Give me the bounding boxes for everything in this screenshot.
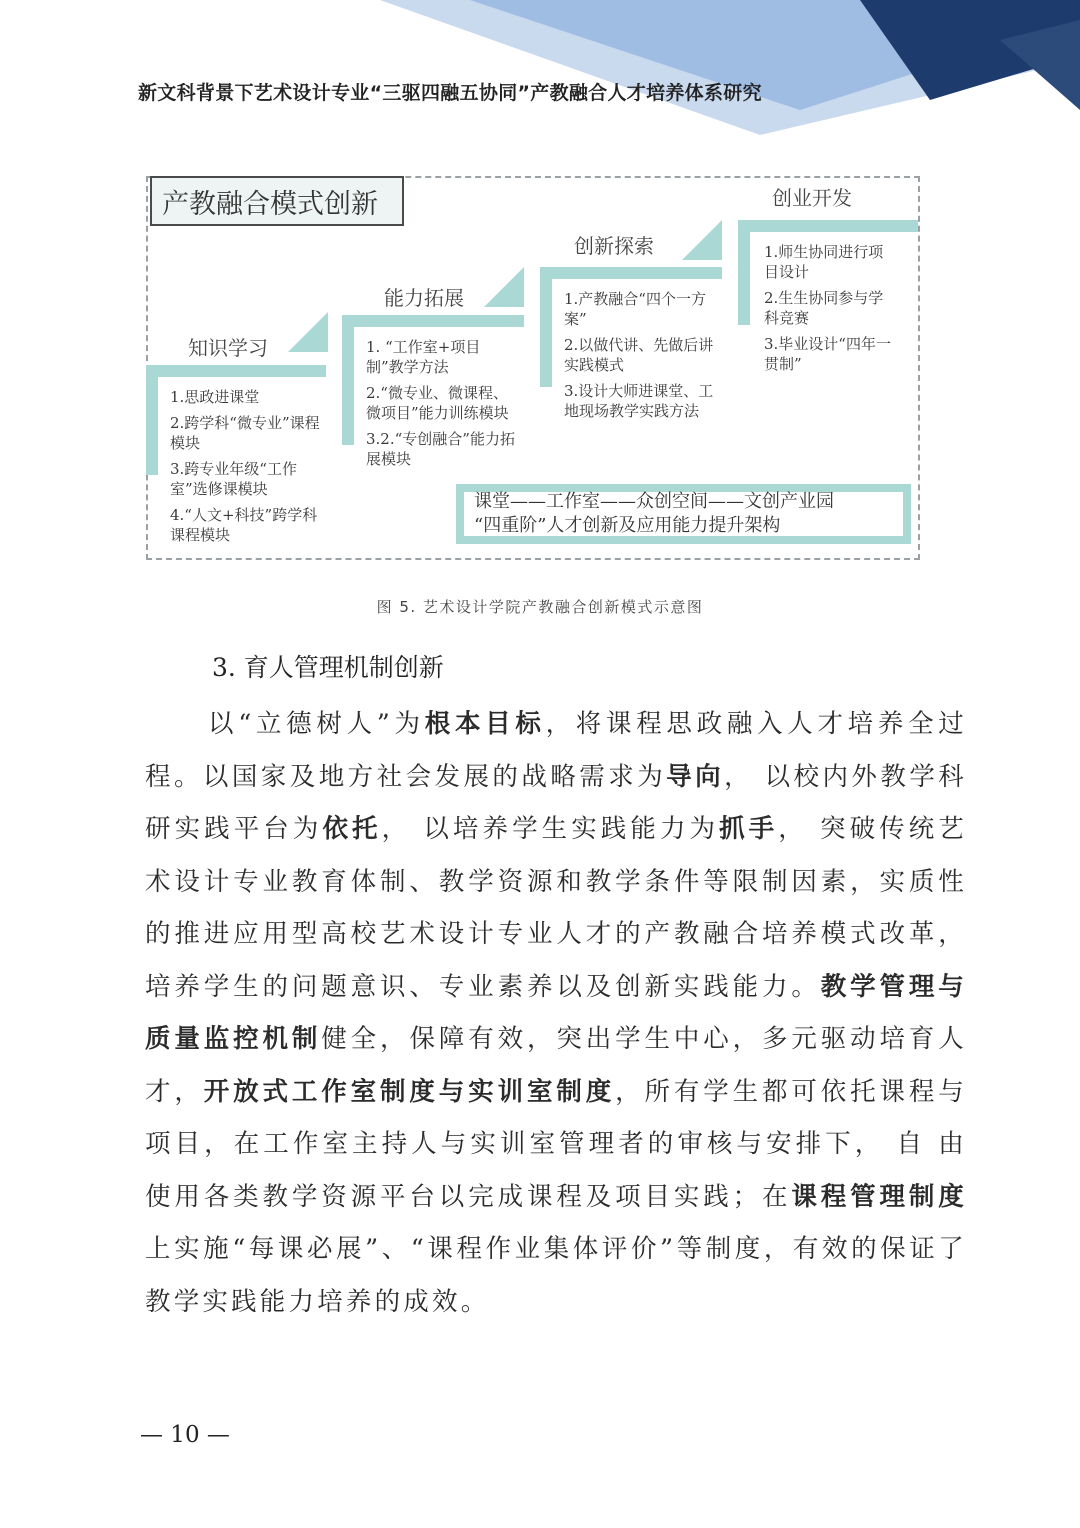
list-item: 3.2.“专创融合”能力拓展模块 bbox=[366, 430, 515, 468]
list-item: 1.师生协同进行项目设计 bbox=[764, 243, 884, 281]
stage-label-innovation: 创新探索 bbox=[574, 234, 654, 258]
stage-arrow-1 bbox=[288, 312, 328, 352]
stage-label-ability: 能力拓展 bbox=[384, 286, 464, 310]
page-number: — 10 — bbox=[140, 1422, 230, 1448]
stage-edge bbox=[738, 220, 750, 325]
list-item: 1. “工作室+项目制”教学方法 bbox=[366, 338, 481, 376]
section-heading: 3. 育人管理机制创新 bbox=[212, 653, 444, 682]
list-item: 2.跨学科“微专业”课程模块 bbox=[170, 414, 320, 452]
body-paragraph bbox=[145, 698, 967, 1328]
bold-phrase: 根本目标 bbox=[424, 709, 546, 739]
framework-line-2: “四重阶”人才创新及应用能力提升架构 bbox=[474, 515, 781, 536]
stage-bar bbox=[342, 315, 524, 327]
stage-column-innovation bbox=[540, 267, 722, 457]
bold-phrase: 导向 bbox=[666, 761, 725, 792]
stage-edge bbox=[540, 267, 552, 387]
stage-bar bbox=[540, 267, 722, 279]
text-run: ， 以校内外教学科研实践平台为 bbox=[145, 761, 967, 844]
figure-diagram bbox=[138, 162, 928, 567]
list-item: 2.以做代讲、先做后讲实践模式 bbox=[564, 336, 714, 374]
list-item: 3.毕业设计“四年一贯制” bbox=[764, 335, 891, 373]
list-item: 4.“人文+科技”跨学科课程模块 bbox=[170, 506, 318, 544]
list-item: 3.设计大师进课堂、工地现场教学实践方法 bbox=[564, 382, 714, 420]
bold-phrase: 课程管理制度 bbox=[791, 1181, 967, 1212]
stage-list-innovation bbox=[564, 289, 714, 427]
stage-bar bbox=[738, 220, 918, 232]
stage-list-ability bbox=[366, 337, 516, 475]
bold-phrase: 教学管理与质量监控机制 bbox=[145, 971, 967, 1054]
stage-arrow-2 bbox=[484, 267, 524, 307]
text-run: ，将课程思政融入人才培养全过程。以国家及地方社会发展的战略需求为 bbox=[145, 709, 967, 792]
bold-phrase: 开放式工作室制度与实训室制度 bbox=[203, 1076, 616, 1107]
list-item: 2.生生协同参与学科竞赛 bbox=[764, 289, 884, 327]
bold-phrase: 依托 bbox=[322, 814, 382, 844]
stage-edge bbox=[146, 365, 158, 475]
stage-arrow-3 bbox=[682, 220, 722, 260]
list-item: 3.跨专业年级“工作室”选修课模块 bbox=[170, 460, 297, 498]
stage-list-knowledge bbox=[170, 387, 320, 551]
bold-phrase: 抓手 bbox=[719, 814, 779, 844]
text-run: 以“立德树人”为 bbox=[208, 709, 425, 739]
stage-label-knowledge: 知识学习 bbox=[188, 336, 268, 360]
framework-summary-box bbox=[456, 484, 911, 544]
stage-column-ability bbox=[342, 315, 524, 505]
text-run: ， 以培养学生实践能力为 bbox=[381, 814, 720, 844]
text-run: 上实施“每课必展”、“课程作业集体评价”等制度，有效的保证了教学实践能力培养的成效。 bbox=[145, 1234, 967, 1317]
header-decoration bbox=[0, 0, 1080, 140]
stage-bar bbox=[146, 365, 326, 377]
running-header-title: 新文科背景下艺术设计专业“三驱四融五协同”产教融合人才培养体系研究 bbox=[138, 82, 762, 104]
stage-column-knowledge bbox=[146, 365, 326, 545]
stage-column-entrepreneurship bbox=[738, 220, 918, 380]
stage-edge bbox=[342, 315, 354, 445]
list-item: 1.思政进课堂 bbox=[170, 388, 260, 406]
figure-title: 产教融合模式创新 bbox=[162, 189, 378, 220]
stage-label-entrepreneurship: 创业开发 bbox=[772, 186, 852, 210]
text-run: ，所有学生都可依托课程与项目，在工作室主持人与实训室管理者的审核与安排下， 自 由使用各类教学资源平台以完成课程及项目实践；在 bbox=[145, 1076, 967, 1212]
list-item: 1.产教融合“四个一方案” bbox=[564, 290, 706, 328]
stage-list-entrepreneurship bbox=[764, 242, 894, 380]
figure-caption: 图 5. 艺术设计学院产教融合创新模式示意图 bbox=[376, 598, 704, 616]
text-run: ， 突破传统艺术设计专业教育体制、教学资源和教学条件等限制因素，实质性的推进应用型高校艺术设计专业人才的产教融合培养模式改革，培养学生的问题意识、专业素养以及创新实践能力。 bbox=[145, 814, 968, 1002]
framework-line-1: 课堂——工作室——众创空间——文创产业园 bbox=[474, 491, 834, 512]
list-item: 2.“微专业、微课程、微项目”能力训练模块 bbox=[366, 384, 509, 422]
text-run: 健全，保障有效，突出学生中心，多元驱动培育人才， bbox=[145, 1024, 968, 1107]
